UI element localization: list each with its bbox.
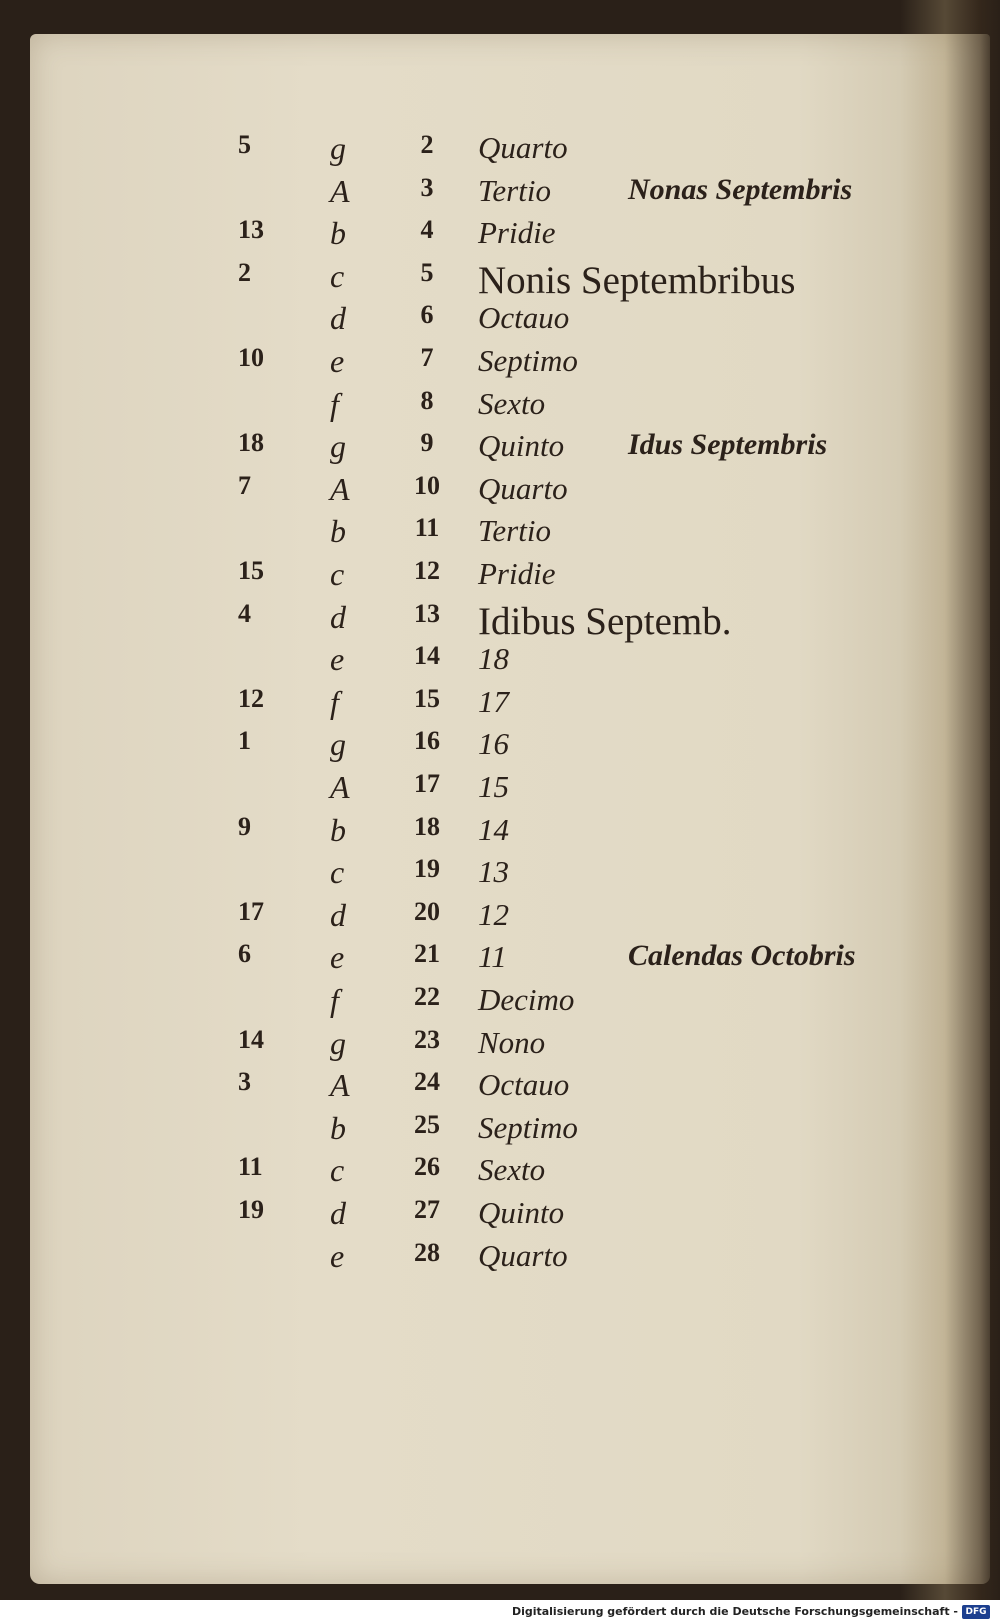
book-spine-shadow [900, 0, 1000, 1600]
day-reckoning: Tertio [478, 172, 551, 208]
golden-number: 9 [238, 811, 251, 841]
day-number: 3 [420, 172, 434, 202]
day-reckoning: 18 [478, 641, 509, 677]
dominical-letter: g [330, 726, 346, 763]
dominical-letter: b [330, 811, 346, 848]
day-reckoning: 12 [478, 896, 509, 932]
calendar-row [0, 769, 1000, 813]
day-number: 13 [414, 598, 440, 628]
dominical-letter: A [330, 172, 350, 209]
calendar-row [0, 1110, 1000, 1154]
golden-number: 17 [238, 896, 264, 926]
calendar-row [0, 641, 1000, 685]
calendar-row [0, 1152, 1000, 1196]
day-reckoning: Quinto [478, 428, 565, 464]
dominical-letter: e [330, 343, 345, 379]
day-reckoning: Septimo [478, 343, 578, 378]
dominical-letter: d [330, 300, 346, 337]
day-reckoning: Quinto [478, 1195, 565, 1230]
paper-page [30, 34, 990, 1584]
day-reckoning: 17 [478, 683, 509, 719]
day-reckoning: Sexto [478, 385, 546, 421]
golden-number: 1 [238, 726, 251, 756]
calendar-row [0, 939, 1000, 983]
day-number: 14 [414, 641, 440, 671]
golden-number: 11 [238, 1152, 263, 1182]
calendar-row [0, 726, 1000, 770]
day-number: 27 [414, 1195, 440, 1224]
calendar-row [0, 982, 1000, 1026]
dominical-letter: c [330, 556, 345, 592]
day-reckoning: Septimo [478, 1109, 578, 1145]
day-number: 5 [420, 257, 434, 287]
day-reckoning: Decimo [478, 982, 575, 1017]
dominical-letter: b [330, 1109, 346, 1146]
day-number: 24 [414, 1067, 440, 1097]
dominical-letter: A [330, 1067, 350, 1104]
day-reckoning: 14 [478, 811, 509, 847]
day-number: 15 [414, 683, 440, 713]
dominical-letter: f [330, 683, 339, 720]
calendar-row [0, 599, 1000, 643]
day-reckoning: Idibus Septemb. [478, 599, 732, 643]
dominical-letter: b [330, 513, 346, 550]
day-number: 26 [414, 1152, 440, 1182]
feast-note: Idus Septembris [628, 428, 828, 462]
dominical-letter: g [330, 130, 346, 166]
dominical-letter: d [330, 598, 346, 635]
day-number: 25 [414, 1109, 440, 1139]
calendar-row [0, 812, 1000, 856]
golden-number: 19 [238, 1195, 264, 1224]
calendar-row [0, 173, 1000, 217]
dfg-logo-icon: DFG [962, 1605, 990, 1619]
dominical-letter: f [330, 982, 339, 1018]
day-number: 4 [420, 215, 434, 245]
dominical-letter: g [330, 1024, 346, 1061]
day-reckoning: 11 [478, 939, 507, 975]
calendar-row [0, 386, 1000, 430]
calendar-row [0, 513, 1000, 557]
dominical-letter: g [330, 428, 346, 465]
golden-number: 10 [238, 343, 264, 372]
day-number: 28 [414, 1237, 440, 1267]
day-number: 23 [414, 1024, 440, 1054]
calendar-row [0, 258, 1000, 302]
calendar-row [0, 471, 1000, 515]
calendar-row [0, 556, 1000, 600]
dominical-letter: A [330, 470, 350, 507]
day-number: 19 [414, 854, 440, 884]
feast-note: Calendas Octobris [628, 939, 856, 973]
dominical-letter: c [330, 854, 345, 891]
golden-number: 6 [238, 939, 251, 969]
day-number: 18 [414, 811, 440, 841]
day-reckoning: Tertio [478, 513, 551, 549]
golden-number: 2 [238, 257, 251, 287]
day-number: 2 [420, 130, 434, 159]
golden-number: 4 [238, 598, 251, 628]
calendar-row [0, 1025, 1000, 1069]
calendar-row [0, 854, 1000, 898]
calendar-row [0, 684, 1000, 728]
day-reckoning: Nonis Septembribus [478, 258, 796, 302]
day-number: 16 [414, 726, 440, 756]
day-reckoning: Quarto [478, 470, 568, 506]
calendar-row [0, 343, 1000, 387]
day-reckoning: Pridie [478, 556, 556, 591]
day-reckoning: 16 [478, 726, 509, 762]
day-reckoning: 15 [478, 769, 509, 804]
dominical-letter: d [330, 1195, 346, 1231]
calendar-row [0, 1238, 1000, 1282]
day-reckoning: Sexto [478, 1152, 546, 1188]
day-reckoning: Quarto [478, 1237, 568, 1273]
footer-credit-text: Digitalisierung gefördert durch die Deutsche Forschungsgemeinschaft - [511, 1605, 958, 1618]
golden-number: 13 [238, 215, 264, 245]
day-number: 8 [420, 385, 434, 415]
day-number: 12 [414, 556, 440, 585]
dominical-letter: e [330, 641, 345, 678]
calendar-row [0, 428, 1000, 472]
calendar-row [0, 130, 1000, 174]
digitization-footer [0, 1600, 1000, 1624]
dominical-letter: c [330, 1152, 345, 1189]
dominical-letter: e [330, 1237, 345, 1274]
golden-number: 5 [238, 130, 251, 159]
day-reckoning: Pridie [478, 215, 556, 251]
day-number: 20 [414, 896, 440, 926]
golden-number: 15 [238, 556, 264, 585]
day-reckoning: Nono [478, 1024, 546, 1060]
day-number: 22 [414, 982, 440, 1011]
calendar-row [0, 215, 1000, 259]
day-reckoning: Octauo [478, 300, 570, 336]
day-number: 11 [414, 513, 440, 543]
day-number: 6 [420, 300, 434, 330]
day-number: 10 [414, 470, 440, 500]
dominical-letter: c [330, 257, 345, 294]
golden-number: 12 [238, 683, 264, 713]
calendar-row [0, 1195, 1000, 1239]
day-number: 7 [420, 343, 434, 372]
golden-number: 7 [238, 470, 251, 500]
dominical-letter: e [330, 939, 345, 976]
feast-note: Nonas Septembris [628, 172, 853, 206]
dominical-letter: d [330, 896, 346, 933]
dominical-letter: A [330, 769, 350, 805]
golden-number: 3 [238, 1067, 251, 1097]
calendar-row [0, 897, 1000, 941]
golden-number: 14 [238, 1024, 264, 1054]
day-number: 21 [414, 939, 440, 969]
calendar-row [0, 1067, 1000, 1111]
dominical-letter: b [330, 215, 346, 252]
golden-number: 18 [238, 428, 264, 458]
day-number: 9 [420, 428, 434, 458]
day-number: 17 [414, 769, 440, 798]
calendar-row [0, 300, 1000, 344]
day-reckoning: 13 [478, 854, 509, 890]
day-reckoning: Quarto [478, 130, 568, 165]
dominical-letter: f [330, 385, 339, 422]
day-reckoning: Octauo [478, 1067, 570, 1103]
